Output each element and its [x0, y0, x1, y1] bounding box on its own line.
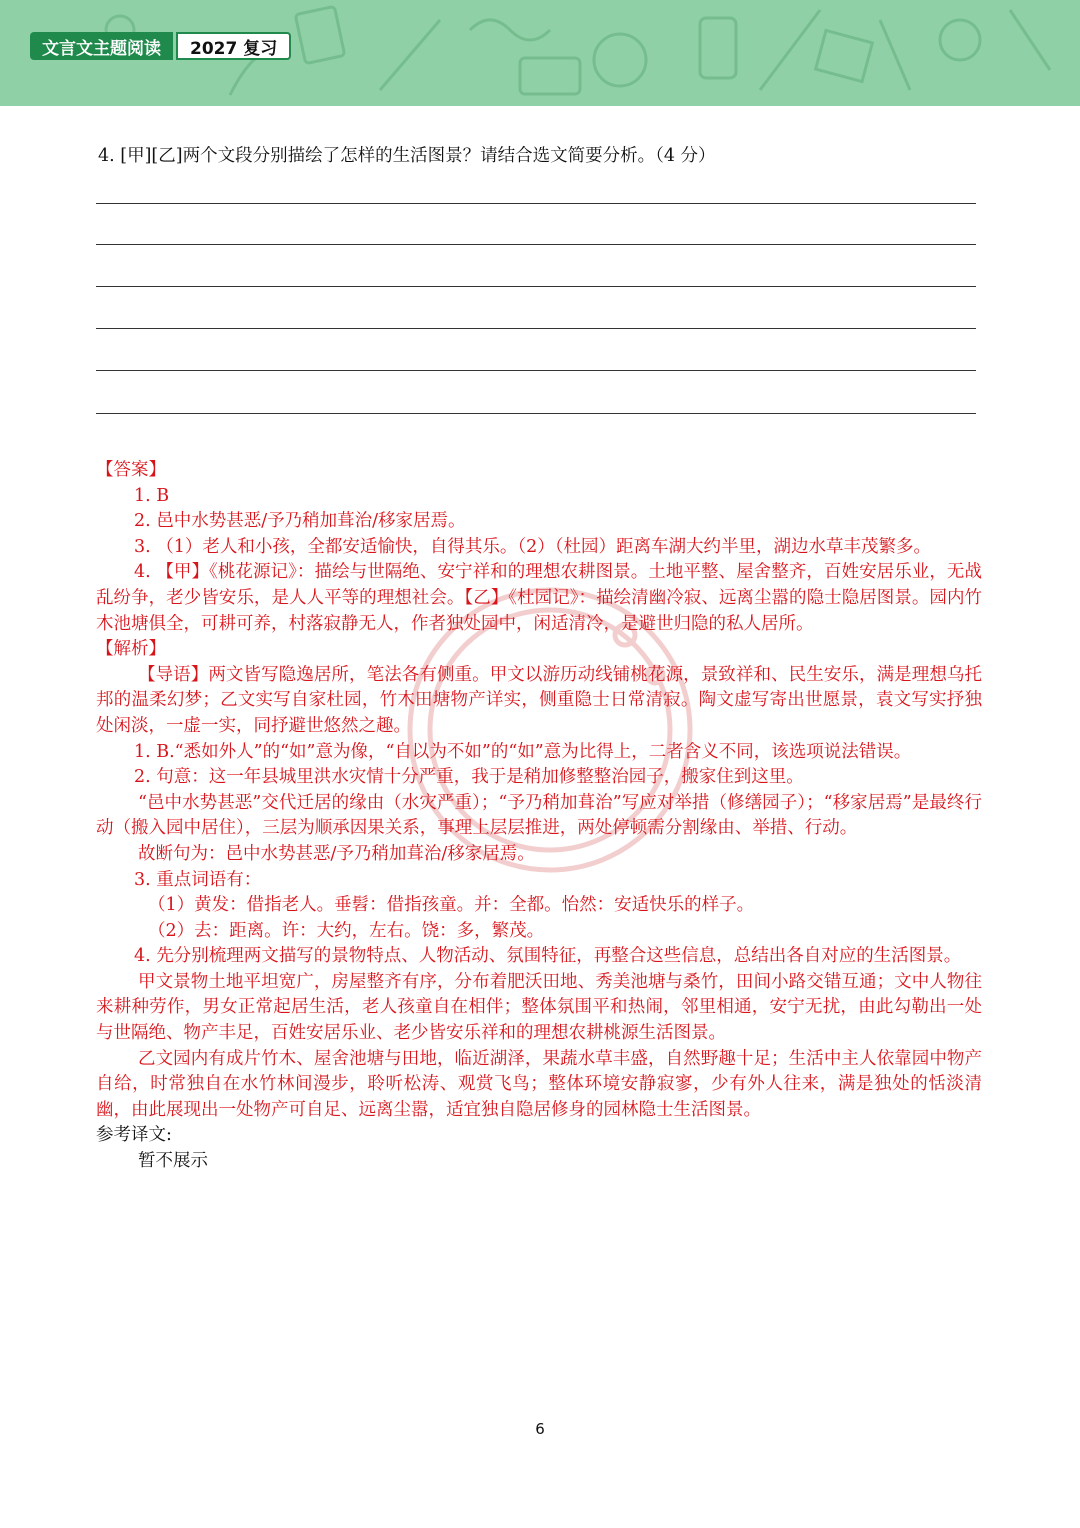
header-banner	[0, 0, 1080, 106]
answer-line	[96, 413, 976, 414]
answer-line	[96, 286, 976, 287]
answer-item-2: 2. 邑中水势甚恶/予乃稍加葺治/移家居焉。	[134, 511, 466, 532]
translation-heading: 参考译文:	[96, 1125, 172, 1146]
question-4: 4. [甲][乙]两个文段分别描绘了怎样的生活图景？请结合选文简要分析。（4 分）	[98, 146, 716, 166]
analysis-4-yi: 乙文园内有成片竹木、屋舍池塘与田地，临近湖泽，果蔬水草丰盛，自然野趣十足；生活中主人依靠园中物产自给，时常独自在水竹林间漫步，聆听松涛、观赏飞鸟；整体环境安静寂寥，少有外人往来，满是独处的恬淡清幽，由此展现出一处物产可自足、远离尘嚣，适宜独自隐居修身的园林隐士生活图景。	[96, 1048, 982, 1120]
answer-heading: 【答案】	[96, 460, 166, 480]
series-tag: 文言文主题阅读	[30, 32, 173, 60]
analysis-1: 1. B.“悉如外人”的“如”意为像，“自以为不如”的“如”意为比得上，二者含义不同，该选项说法错误。	[134, 741, 912, 762]
analysis-intro: 【导语】两文皆写隐逸居所，笔法各有侧重。甲文以游历动线铺桃花源，景致祥和、民生安乐，满是理想乌托邦的温柔幻梦；乙文实写自家杜园，竹木田塘物产详实，侧重隐士日常清寂。陶文虚写寄出世愿景，袁文写实抒独处闲淡，一虚一实，同抒避世悠然之趣。	[96, 664, 982, 736]
translation-body: 暂不展示	[138, 1151, 208, 1172]
answer-line	[96, 244, 976, 245]
analysis-3: 3. 重点词语有：	[134, 869, 262, 890]
page-number: 6	[535, 1420, 545, 1438]
analysis-2-detail: “邑中水势甚恶”交代迁居的缘由（水灾严重）；“予乃稍加葺治”写应对举措（修缮园子）；“移家居焉”是最终行动（搬入园中居住），三层为顺承因果关系，事理上层层推进，两处停顿需分割缘由、举措、行动。	[96, 792, 982, 839]
answer-item-4: 4. 【甲】《桃花源记》：描绘与世隔绝、安宁祥和的理想农耕图景。土地平整、屋舍整齐，百姓安居乐业，无战乱纷争，老少皆安乐，是人人平等的理想社会。【乙】《杜园记》：描绘清幽冷寂、远离尘嚣的隐士隐居图景。园内竹木池塘俱全，可耕可养，村落寂静无人，作者独处园中，闲适清冷，是避世归隐的私人居所。	[96, 562, 982, 634]
edition-tag: 2027 复习	[176, 32, 291, 60]
answer-line	[96, 328, 976, 329]
answer-item-3: 3. （1）老人和小孩，全都安适愉快，自得其乐。（2）（杜园）距离车湖大约半里，湖边水草丰茂繁多。	[134, 536, 932, 557]
answer-line	[96, 203, 976, 204]
analysis-4-jia: 甲文景物土地平坦宽广，房屋整齐有序，分布着肥沃田地、秀美池塘与桑竹，田间小路交错互通；文中人物往来耕种劳作，男女正常起居生活，老人孩童自在相伴；整体氛围平和热闹，邻里相通，安宁无扰，由此勾勒出一处与世隔绝、物产丰足，百姓安居乐业、老少皆安乐祥和的理想农耕桃源生活图景。	[96, 971, 982, 1044]
analysis-heading: 【解析】	[96, 639, 166, 660]
analysis-3-words-1: （1）黄发：借指老人。垂髫：借指孩童。并：全都。怡然：安适快乐的样子。	[148, 895, 755, 916]
analysis-2: 2. 句意：这一年县城里洪水灾情十分严重，我于是稍加修整整治园子，搬家住到这里。	[134, 767, 804, 788]
analysis-3-words-2: （2）去：距离。许：大约，左右。饶：多，繁茂。	[148, 920, 545, 941]
analysis-4: 4. 先分别梳理两文描写的景物特点、人物活动、氛围特征，再整合这些信息，总结出各自对应的生活图景。	[134, 946, 962, 967]
answer-item-1: 1. B	[134, 485, 170, 506]
answer-line	[96, 370, 976, 371]
answer-section	[96, 458, 982, 1175]
analysis-2-conclusion: 故断句为：邑中水势甚恶/予乃稍加葺治/移家居焉。	[138, 843, 535, 864]
